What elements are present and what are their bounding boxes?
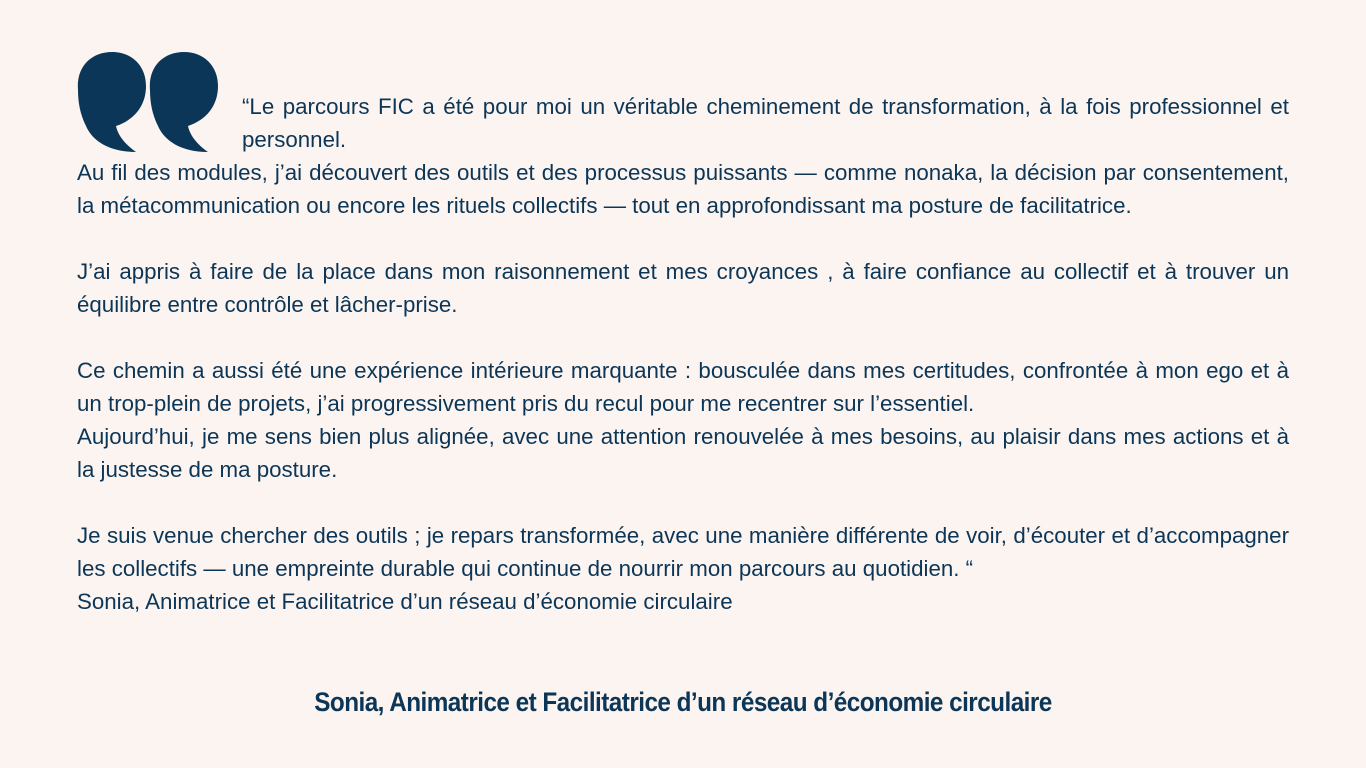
quote-paragraph-experience: Ce chemin a aussi été une expérience intérieure marquante : bousculée dans mes certitudes, confrontée à mon ego et à un trop-plein de projets, j’ai progressivement pris du recul pour me recentrer sur l’essentiel. bbox=[77, 358, 1289, 416]
paragraph-spacer bbox=[77, 486, 1289, 519]
author-caption: Sonia, Animatrice et Facilitatrice d’un réseau d’économie circulaire bbox=[314, 687, 1052, 717]
paragraph-spacer bbox=[77, 222, 1289, 255]
paragraph-spacer bbox=[77, 321, 1289, 354]
quote-paragraph-learning: J’ai appris à faire de la place dans mon raisonnement et mes croyances , à faire confiance au collectif et à trouver un équilibre entre contrôle et lâcher-prise. bbox=[77, 259, 1289, 317]
testimonial-quote bbox=[77, 90, 1289, 618]
quote-intro: “Le parcours FIC a été pour moi un véritable cheminement de transformation, à la fois professionnel et personnel. bbox=[242, 94, 1289, 152]
quote-paragraph-conclusion: Je suis venue chercher des outils ; je repars transformée, avec une manière différente de voir, d’écouter et d’accompagner les collectifs — une empreinte durable qui continue de nourrir mon parcours au quotidien. “ bbox=[77, 523, 1289, 581]
quote-signature: Sonia, Animatrice et Facilitatrice d’un réseau d’économie circulaire bbox=[77, 589, 733, 614]
quote-paragraph-modules: Au fil des modules, j’ai découvert des outils et des processus puissants — comme nonaka, la décision par consentement, la métacommunication ou encore les rituels collectifs — tout en approfondissant ma posture de facilitatrice. bbox=[77, 160, 1289, 218]
quote-paragraph-today: Aujourd’hui, je me sens bien plus alignée, avec une attention renouvelée à mes besoins, au plaisir dans mes actions et à la justesse de ma posture. bbox=[77, 424, 1289, 482]
